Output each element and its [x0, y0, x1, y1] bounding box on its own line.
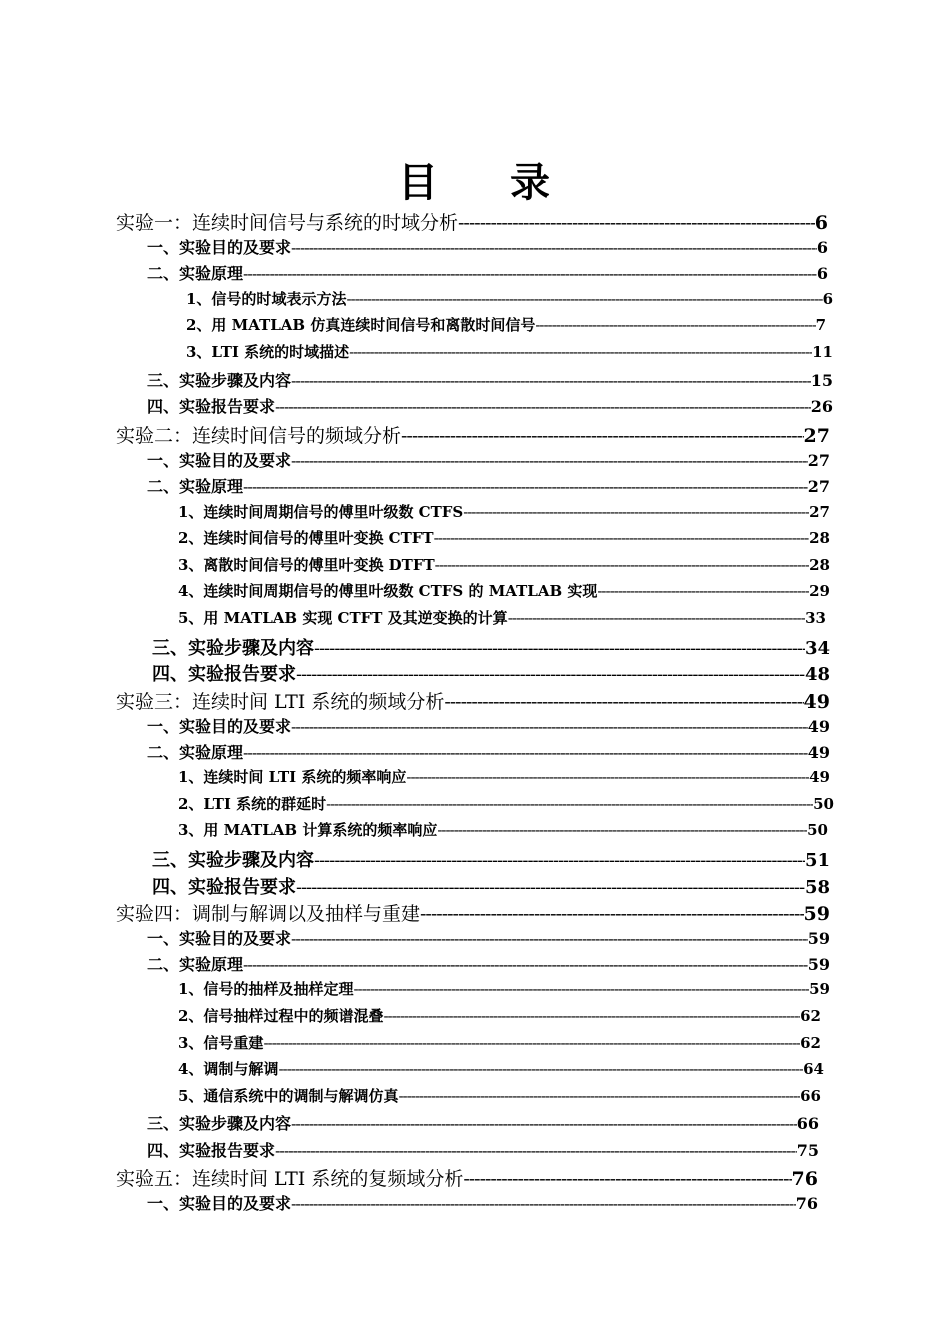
toc-entry-label: 4、调制与解调 [178, 1060, 279, 1078]
toc-entry-label: 四、实验报告要求 [147, 1141, 276, 1160]
toc-entry[interactable] [147, 1111, 819, 1137]
toc-entry-label: 1、信号的时域表示方法 [186, 290, 347, 308]
toc-entry[interactable] [147, 261, 828, 287]
toc-entry[interactable] [147, 448, 830, 474]
toc-leader-dashes [296, 877, 805, 898]
toc-page-number: 59 [803, 903, 830, 925]
toc-leader-dashes [291, 238, 817, 257]
toc-entry-label: 一、实验目的及要求 [147, 717, 292, 736]
toc-leader-dashes [291, 1114, 797, 1133]
toc-entry[interactable] [116, 421, 830, 447]
toc-entry-label: 2、连续时间信号的傅里叶变换 CTFT [178, 529, 434, 547]
toc-entry-label: 3、用 MATLAB 计算系统的频率响应 [178, 821, 438, 839]
toc-entry[interactable] [147, 1138, 819, 1164]
toc-entry[interactable] [116, 899, 830, 925]
toc-page-number: 27 [807, 477, 830, 496]
toc-leader-dashes [463, 503, 809, 521]
toc-entry[interactable] [178, 1032, 821, 1058]
toc-leader-dashes [291, 929, 808, 948]
toc-entry[interactable] [178, 793, 834, 819]
toc-entry[interactable] [178, 580, 830, 606]
title-char-2: 录 [510, 159, 552, 206]
toc-page-number: 66 [796, 1114, 819, 1133]
toc-leader-dashes [278, 1060, 803, 1078]
toc-entry-label: 三、实验步骤及内容 [152, 638, 314, 659]
toc-entry[interactable] [147, 926, 830, 952]
toc-entry[interactable] [152, 873, 830, 899]
toc-leader-dashes [420, 903, 804, 925]
toc-entry-label: 实验三：连续时间 LTI 系统的频域分析 [116, 691, 445, 713]
toc-entry-label: 2、LTI 系统的群延时 [178, 795, 327, 813]
toc-page-number: 66 [800, 1087, 821, 1105]
toc-entry[interactable] [178, 1005, 821, 1031]
toc-entry[interactable] [178, 607, 826, 633]
toc-entry-label: 3、LTI 系统的时域描述 [186, 343, 350, 361]
toc-leader-dashes [444, 691, 803, 713]
toc-page-number: 7 [815, 316, 826, 334]
toc-page-number: 62 [800, 1007, 821, 1025]
toc-page-number: 75 [796, 1141, 819, 1160]
toc-leader-dashes [291, 451, 808, 470]
toc-entry-label: 四、实验报告要求 [147, 397, 276, 416]
toc-leader-dashes [275, 397, 811, 416]
toc-page-number: 64 [803, 1060, 824, 1078]
toc-leader-dashes [346, 290, 822, 308]
toc-entry[interactable] [147, 235, 828, 261]
toc-page-number: 76 [791, 1168, 818, 1190]
toc-entry-label: 三、实验步骤及内容 [147, 371, 292, 390]
toc-entry-label: 3、离散时间信号的傅里叶变换 DTFT [178, 556, 435, 574]
toc-entry-label: 二、实验原理 [147, 477, 244, 496]
toc-page-number: 6 [816, 264, 828, 283]
toc-leader-dashes [243, 743, 808, 762]
toc-entry-label: 实验一：连续时间信号与系统的时域分析 [116, 212, 459, 234]
toc-leader-dashes [597, 582, 809, 600]
toc-entry-label: 实验二：连续时间信号的频域分析 [116, 425, 402, 447]
toc-entry-label: 2、信号抽样过程中的频谱混叠 [178, 1007, 384, 1025]
toc-entry-label: 1、连续时间周期信号的傅里叶级数 CTFS [178, 503, 464, 521]
toc-entry-label: 3、信号重建 [178, 1034, 264, 1052]
toc-entry[interactable] [152, 660, 830, 686]
toc-entry-label: 二、实验原理 [147, 743, 244, 762]
toc-entry-label: 一、实验目的及要求 [147, 929, 292, 948]
toc-page-number: 6 [816, 238, 828, 257]
toc-page-number: 49 [807, 717, 830, 736]
toc-page-number: 27 [807, 451, 830, 470]
toc-entry-label: 三、实验步骤及内容 [147, 1114, 292, 1133]
toc-entry[interactable] [152, 634, 830, 660]
toc-page-number: 76 [795, 1194, 818, 1213]
toc-page-number: 33 [805, 609, 826, 627]
toc-leader-dashes [437, 821, 807, 839]
toc-entry-label: 三、实验步骤及内容 [152, 850, 314, 871]
toc-page-number: 49 [803, 691, 830, 713]
toc-page-number: 29 [809, 582, 830, 600]
toc-entry-label: 二、实验原理 [147, 955, 244, 974]
toc-page-number: 34 [804, 638, 830, 659]
toc-entry-label: 一、实验目的及要求 [147, 451, 292, 470]
toc-entry[interactable] [178, 1058, 824, 1084]
toc-entry[interactable] [186, 288, 833, 314]
toc-entry[interactable] [178, 819, 828, 845]
toc-leader-dashes [296, 664, 805, 685]
toc-page-number: 49 [807, 743, 830, 762]
toc-page-number: 59 [807, 955, 830, 974]
toc-entry[interactable] [147, 952, 830, 978]
toc-page-number: 62 [800, 1034, 821, 1052]
toc-entry[interactable] [178, 1085, 821, 1111]
toc-entry[interactable] [147, 368, 833, 394]
toc-leader-dashes [383, 1007, 800, 1025]
toc-page-number: 58 [804, 877, 830, 898]
toc-leader-dashes [314, 638, 805, 659]
toc-leader-dashes [243, 955, 808, 974]
toc-leader-dashes [406, 768, 809, 786]
toc-entry[interactable] [178, 978, 830, 1004]
toc-page-number: 11 [812, 343, 833, 361]
toc-entry-label: 实验四：调制与解调以及抽样与重建 [116, 903, 421, 925]
toc-page-number: 49 [809, 768, 830, 786]
toc-entry[interactable] [178, 501, 830, 527]
toc-page-number: 6 [814, 212, 828, 234]
toc-entry[interactable] [178, 554, 830, 580]
toc-page-number: 28 [809, 556, 830, 574]
toc-page-number: 51 [804, 850, 830, 871]
toc-entry-label: 5、用 MATLAB 实现 CTFT 及其逆变换的计算 [178, 609, 508, 627]
toc-entry[interactable] [116, 687, 830, 713]
toc-entry-label: 1、信号的抽样及抽样定理 [178, 980, 354, 998]
toc-entry-label: 二、实验原理 [147, 264, 244, 283]
toc-leader-dashes [291, 371, 811, 390]
toc-page-number: 59 [807, 929, 830, 948]
toc-page-number: 6 [822, 290, 833, 308]
toc-page-number: 28 [809, 529, 830, 547]
toc-entry[interactable] [147, 714, 830, 740]
toc-leader-dashes [458, 212, 815, 234]
toc-entry[interactable] [186, 314, 826, 340]
toc-leader-dashes [291, 1194, 796, 1213]
toc-leader-dashes [353, 980, 809, 998]
toc-leader-dashes [243, 477, 808, 496]
toc-leader-dashes [349, 343, 812, 361]
toc-page-number: 27 [809, 503, 830, 521]
toc-entry[interactable] [147, 394, 833, 420]
toc-entry[interactable] [147, 740, 830, 766]
toc-entry[interactable] [178, 766, 830, 792]
toc-entry[interactable] [116, 1164, 818, 1190]
toc-entry-label: 1、连续时间 LTI 系统的频率响应 [178, 768, 407, 786]
toc-page-number: 59 [809, 980, 830, 998]
toc-leader-dashes [535, 316, 815, 334]
toc-entry-label: 一、实验目的及要求 [147, 238, 292, 257]
toc-entry[interactable] [147, 474, 830, 500]
toc-leader-dashes [314, 850, 805, 871]
toc-entry-label: 2、用 MATLAB 仿真连续时间信号和离散时间信号 [186, 316, 536, 334]
toc-page-number: 50 [813, 795, 834, 813]
toc-leader-dashes [463, 1168, 791, 1190]
toc-entry-label: 5、通信系统中的调制与解调仿真 [178, 1087, 399, 1105]
toc-leader-dashes [398, 1087, 800, 1105]
toc-entry-label: 四、实验报告要求 [152, 877, 296, 898]
toc-page-number: 26 [810, 397, 833, 416]
toc-leader-dashes [275, 1141, 797, 1160]
title-char-1: 目 [398, 159, 440, 206]
toc-leader-dashes [291, 717, 808, 736]
toc-entry-label: 一、实验目的及要求 [147, 1194, 292, 1213]
toc-leader-dashes [326, 795, 813, 813]
toc-page-number: 27 [803, 425, 830, 447]
toc-entry[interactable] [116, 208, 828, 234]
toc-entry-label: 四、实验报告要求 [152, 664, 296, 685]
toc-leader-dashes [263, 1034, 800, 1052]
toc-page-number: 48 [804, 664, 830, 685]
toc-entry[interactable] [186, 341, 833, 367]
toc-leader-dashes [401, 425, 804, 447]
toc-entry[interactable] [147, 1191, 818, 1217]
toc-leader-dashes [434, 529, 810, 547]
toc-leader-dashes [508, 609, 805, 627]
toc-leader-dashes [243, 264, 817, 283]
toc-entry-label: 实验五：连续时间 LTI 系统的复频域分析 [116, 1168, 464, 1190]
toc-page-number: 15 [810, 371, 833, 390]
toc-page-number: 50 [807, 821, 828, 839]
page-title [0, 160, 950, 206]
toc-entry-label: 4、连续时间周期信号的傅里叶级数 CTFS 的 MATLAB 实现 [178, 582, 598, 600]
toc-leader-dashes [435, 556, 809, 574]
toc-entry[interactable] [152, 846, 830, 872]
toc-entry[interactable] [178, 527, 830, 553]
